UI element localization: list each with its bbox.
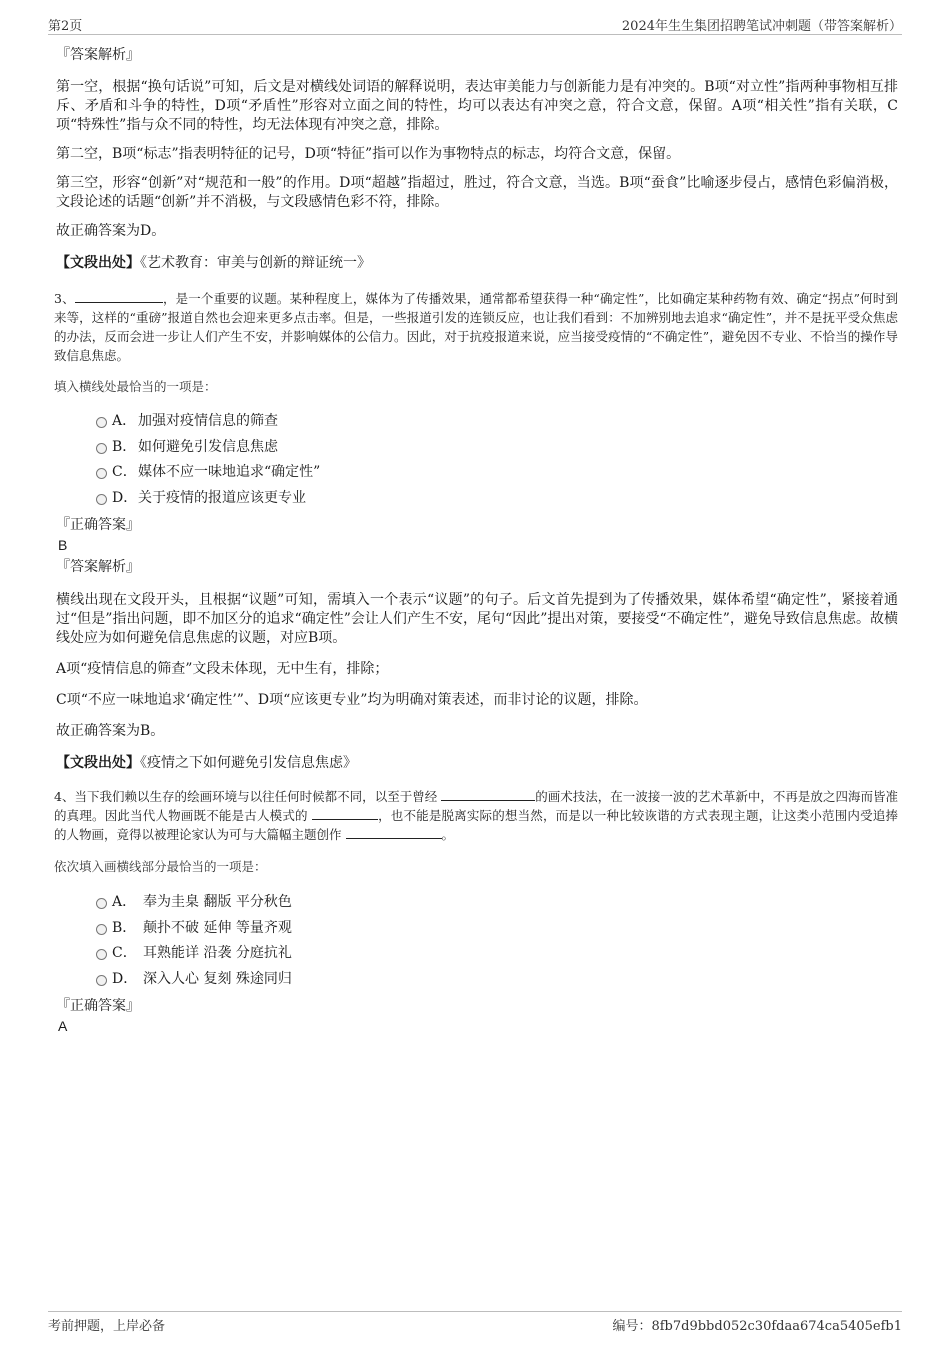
fill-blank [346, 826, 442, 839]
option-d[interactable]: D．关于疫情的报道应该更专业 [56, 486, 898, 512]
source-line [56, 753, 898, 773]
question-prompt: 依次填入画横线部分最恰当的一项是： [54, 859, 267, 874]
radio-button[interactable] [96, 924, 107, 935]
option-c[interactable]: C．媒体不应一味地追求“确定性” [56, 460, 898, 486]
page-header [48, 14, 902, 35]
analysis-paragraph: 第三空，形容“创新”对“规范和一般”的作用。D项“超越”指超过，胜过，符合文意，当选。B项“蚕食”比喻逐步侵占，感情色彩偏消极，文段论述的话题“创新”并不消极，与文段感情色彩不符，排除。 [56, 175, 898, 210]
analysis-label: 『答案解析』 [56, 47, 140, 63]
option-c[interactable]: C． 耳熟能详 沿袭 分庭抗礼 [56, 941, 898, 967]
document-code: 编号：8fb7d9bbd052c30fdaa674ca5405efb1 [612, 1319, 902, 1334]
fill-blank [312, 807, 378, 820]
question-4 [56, 787, 898, 1035]
question-number: 3、 [54, 291, 75, 306]
fill-blank [75, 290, 163, 303]
analysis-paragraph: 第二空，B项“标志”指表明特征的记号，D项“特征”指可以作为事物特点的标志，均符合文意，保留。 [56, 146, 681, 162]
radio-button[interactable] [96, 949, 107, 960]
radio-button[interactable] [96, 468, 107, 479]
analysis-paragraph: A项“疫情信息的筛查”文段未体现，无中生有，排除； [56, 661, 389, 677]
option-a[interactable]: A． 奉为圭臬 翻版 平分秋色 [56, 890, 898, 916]
source-line [56, 253, 898, 273]
analysis-paragraph: 故正确答案为D。 [56, 223, 166, 239]
question-stem: 4、当下我们赖以生存的绘画环境与以往任何时候都不同，以至于曾经 的画术技法，在一波接一波的艺术革新中，不再是放之四海而皆准的真理。因此当代人物画既不能是古人模式的 ，也不能是脱离实际的想当然，而是以一种比较诙谐的方式表现主题，让这类小范围内受追捧的人物画，竟得以被理论家认为可与大篇幅主题创作 。 [54, 789, 898, 842]
footer-slogan: 考前押题，上岸必备 [48, 1319, 166, 1334]
analysis-paragraph: 故正确答案为B。 [56, 723, 165, 739]
source-title: 《疫情之下如何避免引发信息焦虑》 [140, 755, 357, 771]
analysis-paragraph: 横线出现在文段开头，且根据“议题”可知，需填入一个表示“议题”的句子。后文首先提到为了传播效果，媒体希望“确定性”，紧接着通过“但是”指出问题，即不加区分的追求“确定性”会让人们产生不安，尾句“因此”提出对策，要接受“不确定性”，避免导致信息焦虑。故横线处应为如何避免信息焦虑的议题，对应B项。 [56, 592, 898, 646]
source-label: 【文段出处】 [56, 255, 140, 271]
page-footer [48, 1311, 902, 1334]
analysis-paragraph: 第一空，根据“换句话说”可知，后文是对横线处词语的解释说明，表达审美能力与创新能力是有冲突的。B项“对立性”指两种事物相互排斥、矛盾和斗争的特性，D项“矛盾性”形容对立面之间的特性，均可以表达有冲突之意，符合文意，保留。A项“相关性”指有关联，C项“特殊性”指与众不同的特性，均无法体现有冲突之意，排除。 [56, 79, 898, 133]
question-text: ，是一个重要的议题。某种程度上，媒体为了传播效果，通常都希望获得一种“确定性”，比如确定某种药物有效、确定“拐点”何时到来等，这样的“重磅”报道自然也会迎来更多点击率。但是，一些报道引发的连锁反应，也让我们看到：不加辨别地去追求“确定性”，并不是抚平受众焦虑的办法，反而会进一步让人们产生不安，并影响媒体的公信力。因此，对于抗疫报道来说，应当接受疫情的“不确定性”，避免因不专业、不恰当的操作导致信息焦虑。 [54, 291, 898, 363]
correct-answer-label: 『正确答案』 [56, 517, 140, 533]
correct-answer: B [58, 537, 68, 553]
radio-button[interactable] [96, 975, 107, 986]
q2-analysis-section [56, 44, 898, 273]
source-label: 【文段出处】 [56, 755, 140, 771]
correct-answer: A [58, 1018, 68, 1034]
radio-button[interactable] [96, 417, 107, 428]
correct-answer-label: 『正确答案』 [56, 998, 140, 1014]
radio-button[interactable] [96, 443, 107, 454]
page-number: 第2页 [48, 19, 83, 34]
option-b[interactable]: B． 如何避免引发信息焦虑 [56, 435, 898, 461]
radio-button[interactable] [96, 898, 107, 909]
analysis-label: 『答案解析』 [56, 559, 140, 575]
question-prompt: 填入横线处最恰当的一项是： [54, 379, 217, 394]
option-a[interactable]: A． 加强对疫情信息的筛查 [56, 409, 898, 435]
radio-button[interactable] [96, 494, 107, 505]
option-d[interactable]: D． 深入人心 复刻 殊途同归 [56, 967, 898, 993]
document-title: 2024年生生集团招聘笔试冲刺题（带答案解析） [621, 19, 902, 34]
question-stem [54, 289, 898, 365]
options-list [56, 890, 898, 992]
fill-blank [441, 788, 535, 801]
page-content [56, 44, 898, 1037]
source-title: 《艺术教育：审美与创新的辩证统一》 [140, 255, 371, 271]
question-3 [56, 289, 898, 773]
question-number: 4、 [54, 789, 75, 804]
analysis-paragraph: C项“不应一味地追求‘确定性’”、D项“应该更专业”均为明确对策表述，而非讨论的议题，排除。 [56, 692, 648, 708]
options-list [56, 409, 898, 511]
option-b[interactable]: B． 颠扑不破 延伸 等量齐观 [56, 916, 898, 942]
